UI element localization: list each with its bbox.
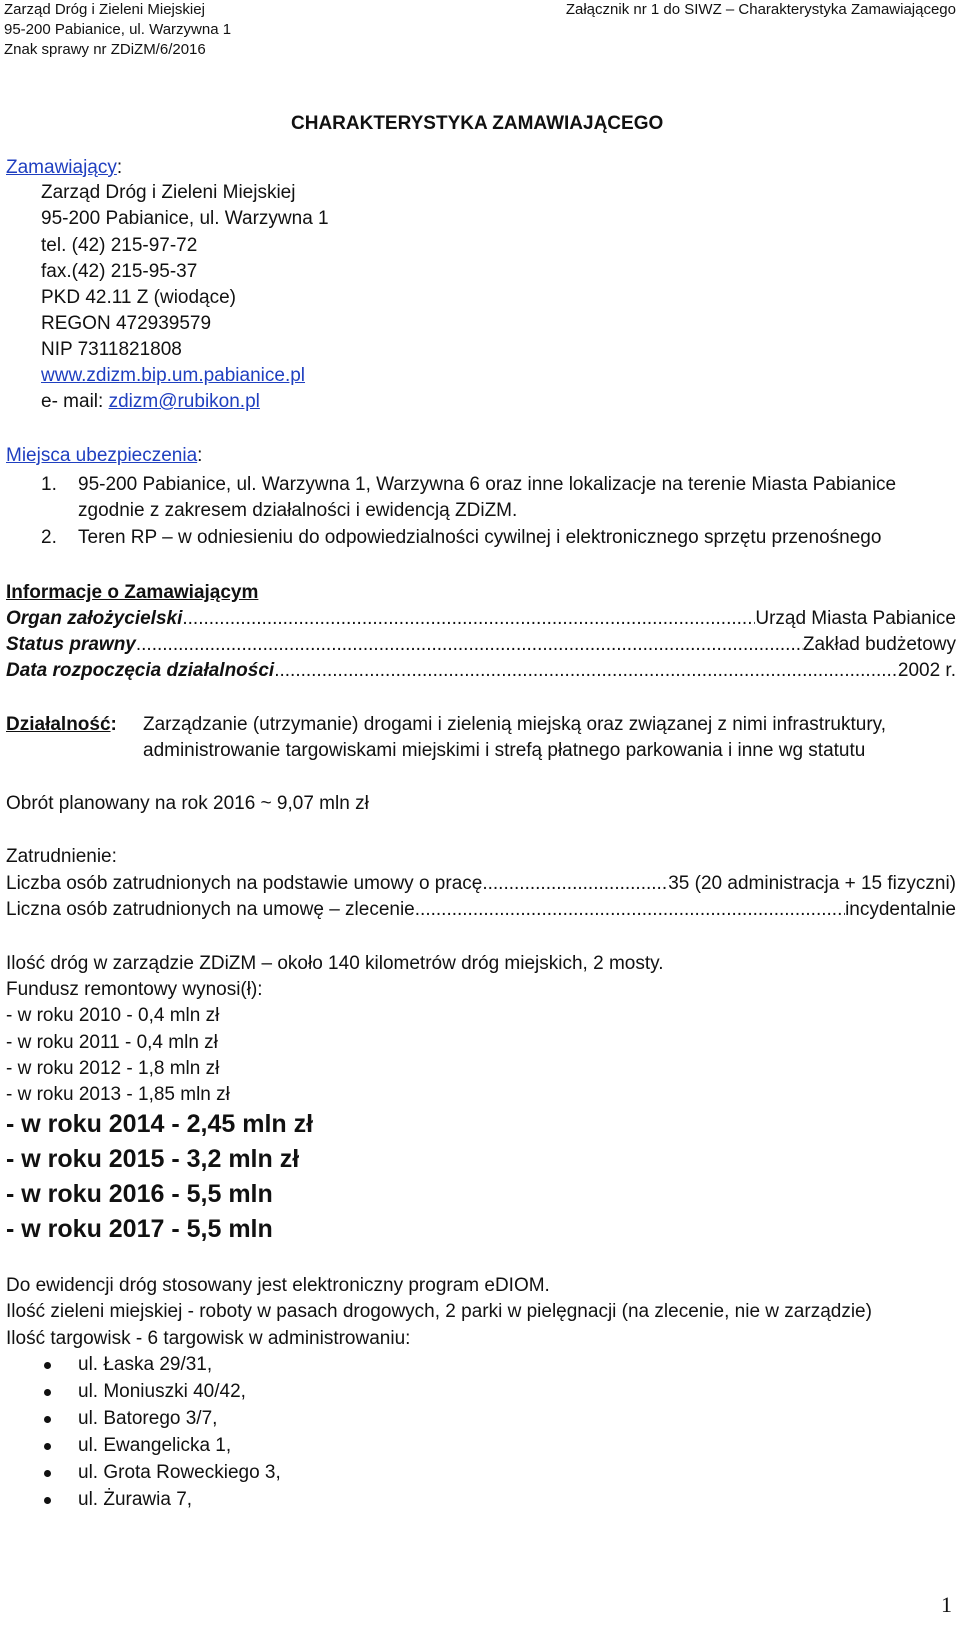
page-number: 1 <box>941 1592 952 1617</box>
email-link[interactable]: zdizm@rubikon.pl <box>108 391 260 412</box>
miejsca-item-number: 2. <box>41 527 57 548</box>
dzialalnosc-line: Zarządzanie (utrzymanie) drogami i zielenią miejską oraz związanej z nimi infrastruktury, <box>143 714 887 735</box>
targowisko-item: ul. Łaska 29/31, <box>78 1354 213 1375</box>
targowisko-item: ul. Moniuszki 40/42, <box>78 1381 246 1402</box>
targowisko-item: ul. Batorego 3/7, <box>78 1408 218 1429</box>
fundusz-item-bold: - w roku 2016 - 5,5 mln <box>6 1180 273 1208</box>
miejsca-item-text: zgodnie z zakresem działalności i ewidencją ZDiZM. <box>78 500 518 521</box>
info-row-organ: Organ założycielski ..... Urząd Miasta Pabianice <box>6 608 956 630</box>
bullet-icon <box>44 1389 51 1396</box>
fundusz-item: - w roku 2011 - 0,4 mln zł <box>6 1032 218 1053</box>
zamawiajacy-line: NIP 7311821808 <box>41 339 182 360</box>
fundusz-heading: Fundusz remontowy wynosi(ł): <box>6 979 263 1000</box>
miejsca-item-number: 1. <box>41 474 57 495</box>
miejsca-item-text: 95-200 Pabianice, ul. Warzywna 1, Warzywna 6 oraz inne lokalizacje na terenie Miasta Pabianice <box>78 474 897 495</box>
miejsca-item-text: Teren RP – w odniesieniu do odpowiedzialności cywilnej i elektronicznego sprzętu przenośnego <box>78 527 882 548</box>
zamawiajacy-heading: Zamawiający: <box>6 157 123 178</box>
bullet-icon <box>44 1443 51 1450</box>
targowisko-item: ul. Żurawia 7, <box>78 1489 193 1510</box>
page-title: CHARAKTERYSTYKA ZAMAWIAJĄCEGO <box>291 113 664 134</box>
bullet-icon <box>44 1416 51 1423</box>
obrot-text: Obrót planowany na rok 2016 ~ 9,07 mln zł <box>6 793 369 814</box>
zielen-text: Ilość zieleni miejskiej - roboty w pasach drogowych, 2 parki w pielęgnacji (na zlecenie, nie w zarządzie) <box>6 1301 872 1322</box>
header-org: Zarząd Dróg i Zieleni Miejskiej <box>4 1 205 18</box>
drogi-text: Ilość dróg w zarządzie ZDiZM – około 140 kilometrów dróg miejskich, 2 mosty. <box>6 953 664 974</box>
targowisko-item: ul. Ewangelicka 1, <box>78 1435 232 1456</box>
info-row-status: Status prawny ..... Zakład budżetowy <box>6 634 956 656</box>
miejsca-heading: Miejsca ubezpieczenia: <box>6 445 203 466</box>
bullet-icon <box>44 1497 51 1504</box>
zamawiajacy-line: REGON 472939579 <box>41 313 212 334</box>
fundusz-item-bold: - w roku 2017 - 5,5 mln <box>6 1215 273 1243</box>
zatrudnienie-row: Liczna osób zatrudnionych na umowę – zlecenie ..... incydentalnie <box>6 899 956 921</box>
email-line: e- mail: zdizm@rubikon.pl <box>41 391 260 412</box>
targowisko-item: ul. Grota Roweckiego 3, <box>78 1462 281 1483</box>
website-link[interactable]: www.zdizm.bip.um.pabianice.pl <box>41 365 306 386</box>
info-row-data: Data rozpoczęcia działalności ..... 2002 r. <box>6 660 956 682</box>
targowiska-heading: Ilość targowisk - 6 targowisk w administrowaniu: <box>6 1328 411 1349</box>
fundusz-item: - w roku 2013 - 1,85 mln zł <box>6 1084 230 1105</box>
header-address: 95-200 Pabianice, ul. Warzywna 1 <box>4 21 232 38</box>
bullet-icon <box>44 1470 51 1477</box>
zamawiajacy-line: fax.(42) 215-95-37 <box>41 261 198 282</box>
fundusz-item-bold: - w roku 2015 - 3,2 mln zł <box>6 1145 300 1173</box>
zamawiajacy-line: Zarząd Dróg i Zieleni Miejskiej <box>41 182 296 203</box>
ewidencja-text: Do ewidencji dróg stosowany jest elektroniczny program eDIOM. <box>6 1275 550 1296</box>
dzialalnosc-heading: Działalność: <box>6 714 117 735</box>
header-attachment: Załącznik nr 1 do SIWZ – Charakterystyka Zamawiającego <box>565 1 956 18</box>
dzialalnosc-line: administrowanie targowiskami miejskimi i strefą płatnego parkowania i inne wg statutu <box>143 740 866 761</box>
zamawiajacy-line: 95-200 Pabianice, ul. Warzywna 1 <box>41 208 329 229</box>
zatrudnienie-heading: Zatrudnienie: <box>6 846 117 867</box>
informacje-heading: Informacje o Zamawiającym <box>6 582 259 603</box>
bullet-icon <box>44 1362 51 1369</box>
zamawiajacy-line: tel. (42) 215-97-72 <box>41 235 198 256</box>
fundusz-item: - w roku 2010 - 0,4 mln zł <box>6 1005 220 1026</box>
fundusz-item-bold: - w roku 2014 - 2,45 mln zł <box>6 1110 314 1138</box>
header-case-number: Znak sprawy nr ZDiZM/6/2016 <box>4 41 206 58</box>
fundusz-item: - w roku 2012 - 1,8 mln zł <box>6 1058 220 1079</box>
zamawiajacy-line: PKD 42.11 Z (wiodące) <box>41 287 237 308</box>
zatrudnienie-row: Liczba osób zatrudnionych na podstawie umowy o pracę ..... 35 (20 administracja + 15 fizyczni) <box>6 873 956 895</box>
